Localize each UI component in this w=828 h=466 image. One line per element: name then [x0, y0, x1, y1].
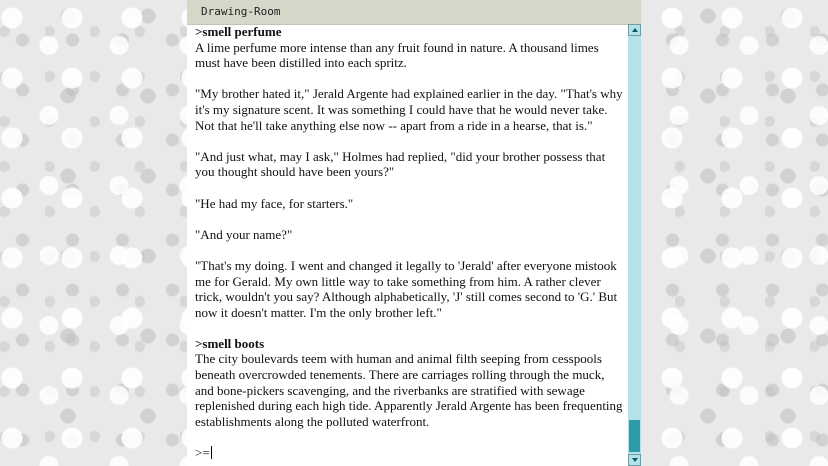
command-echo: >smell perfume — [195, 24, 282, 39]
narration-paragraph: The city boulevards teem with human and animal filth seeping from cesspools beneath overcrowded tenements. There are carriages rolling through the muck, and bone-pickers scavenging, and the riverbanks are stratified with sewage replenished during each high tide. Apparently Jerald Argente has been frequenting establishments along the polluted waterfront. — [195, 351, 623, 429]
command-input-line[interactable] — [195, 445, 625, 461]
transcript-pane — [195, 24, 625, 466]
narration-paragraph: "That's my doing. I went and changed it legally to 'Jerald' after everyone mistook me for Gerald. My own little way to take something from him. A rather clever trick, wouldn't you say? Although alphabetically, 'J' still comes second to 'G.' But now it doesn't matter. I'm the only brother left." — [195, 257, 618, 320]
text-cursor — [211, 446, 212, 459]
narration-paragraph: "My brother hated it," Jerald Argente had explained earlier in the day. "That's why it's my signature scent. It was something I could have that he would never take. Not that he'll take anything else now -- apart from a ride in a hearse, that is." — [195, 86, 623, 133]
triangle-down-icon — [632, 458, 638, 462]
narration-paragraph: "He had my face, for starters." — [195, 195, 354, 211]
narration-paragraph: "And your name?" — [195, 226, 293, 242]
scroll-down-button[interactable] — [628, 454, 641, 466]
vertical-scrollbar[interactable] — [628, 24, 641, 466]
title-bar — [187, 0, 641, 25]
game-window — [187, 0, 641, 466]
narration-paragraph: "And just what, may I ask," Holmes had replied, "did your brother possess that you thought should have been yours?" — [195, 148, 606, 180]
scrollbar-thumb[interactable] — [629, 420, 640, 452]
scroll-up-button[interactable] — [628, 24, 641, 36]
command-echo: >smell boots — [195, 335, 265, 351]
narration-paragraph: A lime perfume more intense than any fruit found in nature. A thousand limes must have been distilled into each spritz. — [195, 39, 599, 71]
window-title: Drawing-Room — [201, 5, 281, 18]
triangle-up-icon — [632, 28, 638, 32]
command-prompt: >= — [195, 445, 210, 461]
